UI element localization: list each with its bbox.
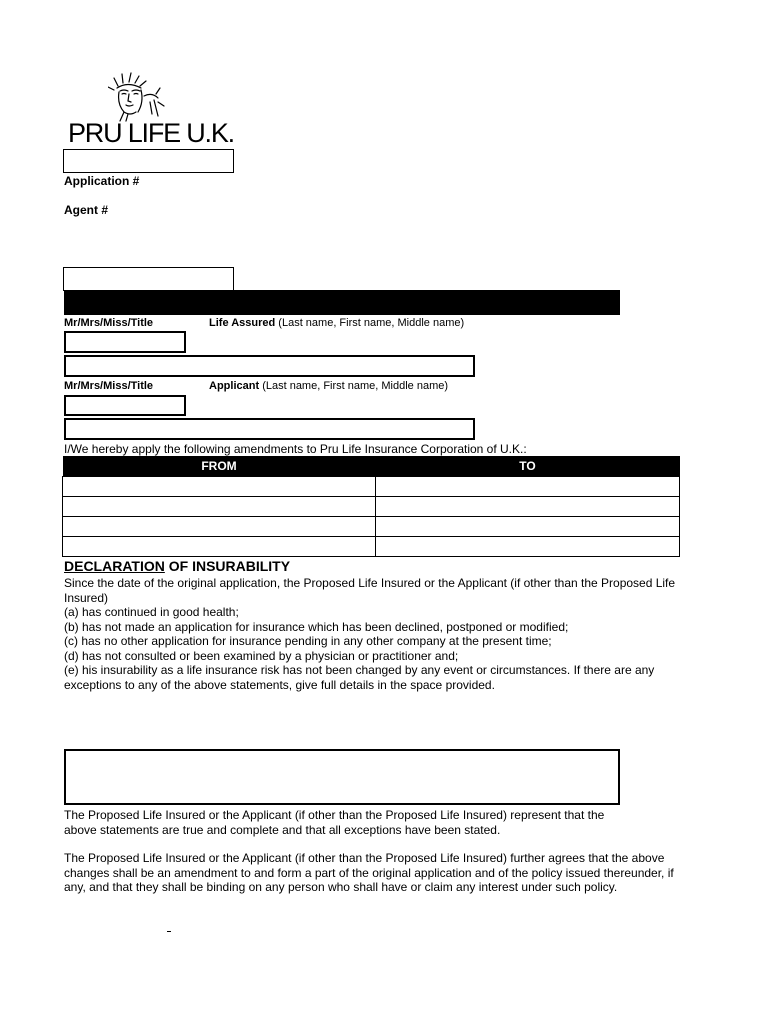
declaration-item — [64, 663, 694, 692]
to-column-header: TO — [376, 456, 680, 477]
declaration-body — [64, 576, 694, 692]
item-letter: (c) — [64, 634, 78, 648]
declaration-item — [64, 620, 694, 635]
to-cell[interactable] — [376, 477, 680, 497]
declaration-item — [64, 605, 694, 620]
item-letter: (b) — [64, 619, 79, 634]
applicant-hint: (Last name, First name, Middle name) — [262, 380, 449, 392]
life-assured-title-field[interactable] — [64, 331, 186, 353]
table-row — [63, 517, 680, 537]
item-text: has no other application for insurance pending in any other company at the present time; — [78, 634, 552, 648]
applicant-title-label: Mr/Mrs/Miss/Title — [64, 380, 154, 392]
item-letter: (a) — [64, 605, 79, 619]
divider-mark — [167, 931, 171, 932]
application-number-label: Application # — [64, 174, 140, 188]
table-row — [63, 477, 680, 497]
from-cell[interactable] — [63, 497, 376, 517]
from-cell[interactable] — [63, 537, 376, 557]
to-cell[interactable] — [376, 537, 680, 557]
to-cell[interactable] — [376, 517, 680, 537]
lady-liberty-head-icon — [108, 72, 168, 122]
declaration-title-rest: OF INSURABILITY — [164, 558, 291, 574]
from-cell[interactable] — [63, 477, 376, 497]
applicant-label: Applicant — [209, 380, 260, 392]
amendments-table — [62, 456, 680, 557]
application-number-field[interactable] — [63, 149, 234, 173]
declaration-title — [64, 558, 290, 574]
table-row — [63, 537, 680, 557]
item-text: has continued in good health; — [78, 605, 239, 619]
company-logo-text: PRU LIFE U.K. — [68, 118, 234, 148]
item-text: his insurability as a life insurance risk has not been changed by any event or circumstances. If there are any exceptions to any of the above statements, give full details in the space provided. — [64, 663, 655, 692]
applicant-title-field[interactable] — [64, 395, 186, 416]
life-assured-label: Life Assured — [209, 317, 276, 329]
applicant-name-field[interactable] — [64, 418, 475, 440]
declaration-item — [64, 649, 694, 664]
declaration-paragraph-1: The Proposed Life Insured or the Applicant (if other than the Proposed Life Insured) represent that the above statements are true and complete and that all exceptions have been stated. — [64, 808, 605, 837]
to-cell[interactable] — [376, 497, 680, 517]
life-assured-name-field[interactable] — [64, 355, 475, 377]
item-letter: (d) — [64, 648, 79, 663]
declaration-item — [64, 634, 694, 649]
declaration-title-underlined: DECLARATION — [64, 558, 165, 574]
exceptions-details-field[interactable] — [64, 749, 620, 805]
table-row — [63, 497, 680, 517]
declaration-intro: Since the date of the original application, the Proposed Life Insured or the Applicant (if other than the Proposed Life Insured) — [64, 576, 676, 605]
agent-number-label: Agent # — [64, 203, 109, 217]
life-assured-label-row — [209, 317, 464, 329]
from-column-header: FROM — [63, 456, 376, 477]
agent-number-field[interactable] — [63, 267, 234, 291]
from-cell[interactable] — [63, 517, 376, 537]
item-text: has not made an application for insurance which has been declined, postponed or modified; — [78, 619, 569, 634]
item-letter: (e) — [64, 663, 79, 677]
life-assured-hint: (Last name, First name, Middle name) — [278, 317, 465, 329]
applicant-label-row — [209, 380, 448, 392]
section-header-bar — [64, 290, 620, 315]
life-assured-title-label: Mr/Mrs/Miss/Title — [64, 317, 154, 329]
declaration-paragraph-2: The Proposed Life Insured or the Applicant (if other than the Proposed Life Insured) further agrees that the above changes shall be an amendment to and form a part of the original application and of the policy issued thereunder, if any, and that they shall be binding on any person who shall have or claim any interest under such policy. — [64, 851, 674, 894]
amendments-intro: I/We hereby apply the following amendments to Pru Life Insurance Corporation of U.K.: — [64, 442, 527, 456]
item-text: has not consulted or been examined by a physician or practitioner and; — [78, 648, 459, 663]
